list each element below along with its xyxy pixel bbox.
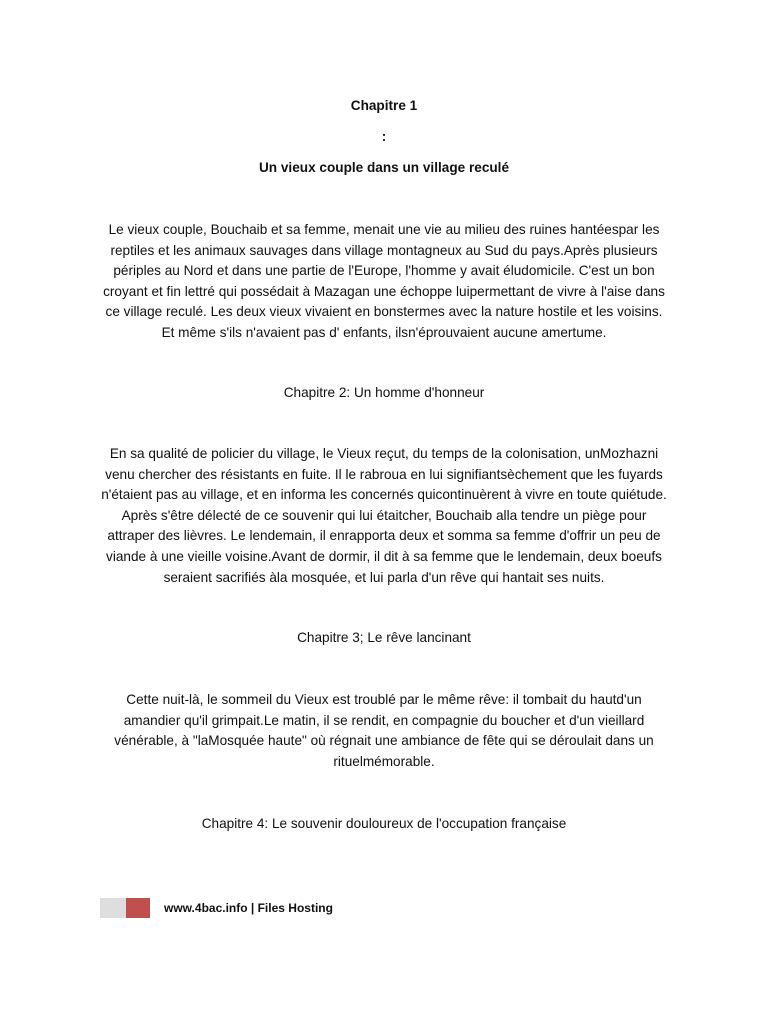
chapter-2-body: En sa qualité de policier du village, le Vieux reçut, du temps de la colonisation, unMozhazni venu chercher des résistants en fuite. Il le rabroua en lui signifiantsèchement que les fuyards n'étaient pas au village, et en informa les concernés quicontinuèrent à vivre en toute quiétude. Après s'être délecté de ce souvenir qui lui étaitcher, Bouchaib alla tendre un piège pour attraper des lièvres. Le lendemain, il enrapporta deux et somma sa femme d'offrir un peu de viande à une vieille voisine.Avant de dormir, il dit à sa femme que le lendemain, deux boeufs seraient sacrifiés àla mosquée, et lui parla d'un rêve qui hantait ses nuits. <box>101 446 667 585</box>
chapter-1-separator: : <box>381 129 387 144</box>
chapter-3-body: Cette nuit-là, le sommeil du Vieux est troublé par le même rêve: il tombait du hautd'un amandier qu'il grimpait.Le matin, il se rendit, en compagnie du boucher et d'un vieillard vénérable, à "laMosquée haute" où régnait une ambiance de fête qui se déroulait dans un rituelmémorable. <box>114 692 654 769</box>
chapter-2-title: Chapitre 2: Un homme d'honneur <box>283 385 485 400</box>
footer-gray-block <box>100 898 126 918</box>
chapter-1-body: Le vieux couple, Bouchaib et sa femme, menait une vie au milieu des ruines hantéespar les reptiles et les animaux sauvages dans village montagneux au Sud du pays.Après plusieurs périples au Nord et dans une partie de l'Europe, l'homme y avait éludomicile. C'est un bon croyant et fin lettré qui possédait à Mazagan une échoppe luipermettant de vivre à l'aise dans ce village reculé. Les deux vieux vivaient en bonstermes avec la nature hostile et les voisins. Et même s'ils n'avaient pas d' enfants, ilsn'éprouvaient aucune amertume. <box>103 222 665 340</box>
footer-link[interactable]: www.4bac.info | Files Hosting <box>164 901 333 915</box>
chapter-3-title: Chapitre 3; Le rêve lancinant <box>297 630 471 645</box>
chapter-1-title: Chapitre 1 <box>350 98 418 113</box>
footer-red-block <box>126 898 150 918</box>
page-footer <box>100 898 333 918</box>
chapter-1-subtitle: Un vieux couple dans un village reculé <box>258 160 510 175</box>
chapter-4-title: Chapitre 4: Le souvenir douloureux de l'occupation française <box>201 816 567 831</box>
